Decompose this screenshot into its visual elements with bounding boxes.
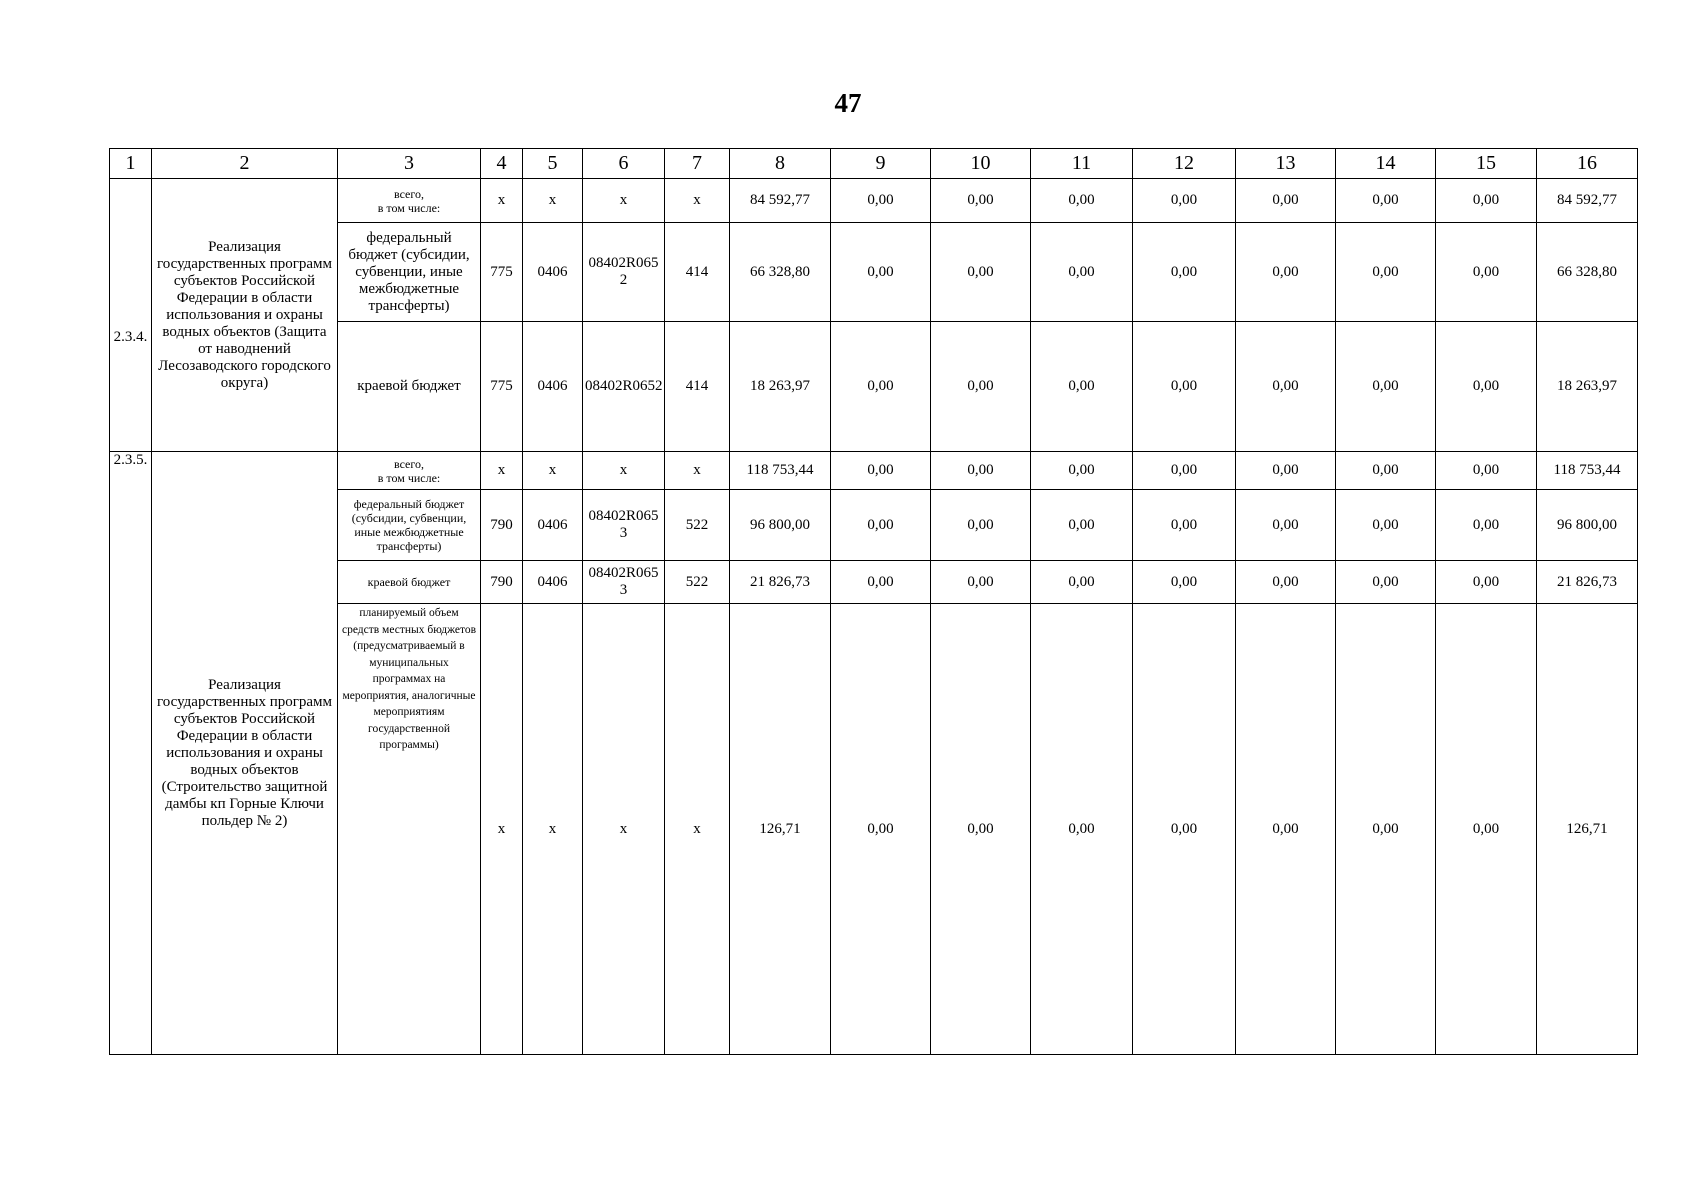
- table-cell: 414: [665, 322, 730, 452]
- table-cell: 0,00: [1436, 322, 1537, 452]
- table-cell: 0,00: [1236, 322, 1336, 452]
- table-cell: 0,00: [1336, 179, 1436, 223]
- header-cell: 10: [931, 149, 1031, 179]
- table-cell: 0,00: [931, 223, 1031, 322]
- table-cell: 21 826,73: [1537, 561, 1638, 604]
- header-cell: 11: [1031, 149, 1133, 179]
- table-row: [110, 561, 1638, 604]
- table-cell: х: [583, 452, 665, 490]
- table-cell: 0,00: [1436, 604, 1537, 1055]
- table-cell: х: [523, 452, 583, 490]
- table-cell: х: [665, 452, 730, 490]
- table-cell: 0,00: [1031, 561, 1133, 604]
- budget-table: [109, 148, 1638, 1055]
- table-cell: 0,00: [1031, 322, 1133, 452]
- table-cell: 790: [481, 490, 523, 561]
- table-cell: 18 263,97: [1537, 322, 1638, 452]
- funding-source: краевой бюджет: [338, 322, 481, 452]
- item-index: 2.3.4.: [110, 179, 152, 452]
- table-cell: х: [523, 604, 583, 1055]
- table-cell: 414: [665, 223, 730, 322]
- table-cell: х: [665, 604, 730, 1055]
- table-cell: 0,00: [1336, 452, 1436, 490]
- table-cell: х: [583, 604, 665, 1055]
- table-cell: 96 800,00: [1537, 490, 1638, 561]
- table-cell: 96 800,00: [730, 490, 831, 561]
- table-cell: 0,00: [1436, 223, 1537, 322]
- table-cell: 775: [481, 322, 523, 452]
- table-cell: 0,00: [1031, 179, 1133, 223]
- table-cell: х: [523, 179, 583, 223]
- table-cell: 0,00: [1236, 179, 1336, 223]
- table-cell: 0,00: [1133, 322, 1236, 452]
- table-cell: 0,00: [931, 490, 1031, 561]
- table-cell: 0,00: [1236, 490, 1336, 561]
- funding-source: всего, в том числе:: [338, 179, 481, 223]
- table-cell: 0,00: [831, 561, 931, 604]
- table-cell: 0,00: [1436, 452, 1537, 490]
- table-cell: 0,00: [831, 223, 931, 322]
- table-cell: 775: [481, 223, 523, 322]
- table-row: [110, 452, 1638, 490]
- table-cell: 08402R065 2: [583, 223, 665, 322]
- item-description: Реализация государственных программ субъектов Российской Федерации в области использования и охраны водных объектов (Защита от наводнений Лесозаводского городского округа): [152, 179, 338, 452]
- table-cell: 118 753,44: [730, 452, 831, 490]
- table-cell: 66 328,80: [730, 223, 831, 322]
- header-cell: 14: [1336, 149, 1436, 179]
- funding-source: планируемый объем средств местных бюджетов (предусматриваемый в муниципальных программах на мероприятия, аналогичные мероприятиям государственной программы): [338, 604, 481, 1055]
- table-cell: 0,00: [1133, 179, 1236, 223]
- header-cell: 13: [1236, 149, 1336, 179]
- table-cell: 0,00: [1336, 561, 1436, 604]
- table-row: [110, 490, 1638, 561]
- table-cell: х: [665, 179, 730, 223]
- table-cell: 0,00: [1133, 561, 1236, 604]
- table-cell: 0,00: [1031, 452, 1133, 490]
- header-cell: 8: [730, 149, 831, 179]
- table-cell: 0,00: [931, 322, 1031, 452]
- table-row: [110, 223, 1638, 322]
- item-description: Реализация государственных программ субъектов Российской Федерации в области использования и охраны водных объектов (Строительство защитной дамбы кп Горные Ключи польдер № 2): [152, 452, 338, 1055]
- table-cell: 522: [665, 490, 730, 561]
- header-cell: 9: [831, 149, 931, 179]
- table-cell: 0,00: [831, 452, 931, 490]
- table-cell: 0406: [523, 223, 583, 322]
- funding-source: всего, в том числе:: [338, 452, 481, 490]
- header-cell: 4: [481, 149, 523, 179]
- table-cell: 0,00: [1236, 561, 1336, 604]
- table-cell: 0406: [523, 561, 583, 604]
- table-cell: 0,00: [1236, 223, 1336, 322]
- funding-source: федеральный бюджет (субсидии, субвенции, иные межбюджетные трансферты): [338, 490, 481, 561]
- header-cell: 5: [523, 149, 583, 179]
- table-cell: 790: [481, 561, 523, 604]
- table-cell: 84 592,77: [1537, 179, 1638, 223]
- table-cell: 84 592,77: [730, 179, 831, 223]
- header-row: [110, 149, 1638, 179]
- table-cell: 0,00: [1133, 604, 1236, 1055]
- table-row: [110, 179, 1638, 223]
- header-cell: 6: [583, 149, 665, 179]
- table-cell: 0,00: [1133, 490, 1236, 561]
- table-cell: 118 753,44: [1537, 452, 1638, 490]
- table-cell: 126,71: [1537, 604, 1638, 1055]
- table-cell: 0,00: [831, 490, 931, 561]
- table-cell: 0,00: [1031, 223, 1133, 322]
- table-cell: х: [481, 604, 523, 1055]
- table-row: [110, 604, 1638, 1055]
- table-cell: 0,00: [931, 561, 1031, 604]
- funding-source: краевой бюджет: [338, 561, 481, 604]
- table-row: [110, 322, 1638, 452]
- funding-source: федеральный бюджет (субсидии, субвенции, иные межбюджетные трансферты): [338, 223, 481, 322]
- table-cell: 0406: [523, 490, 583, 561]
- header-cell: 15: [1436, 149, 1537, 179]
- table-cell: х: [481, 179, 523, 223]
- table-cell: 66 328,80: [1537, 223, 1638, 322]
- table-cell: 0,00: [1336, 490, 1436, 561]
- table-cell: 0,00: [1236, 604, 1336, 1055]
- table-cell: 0,00: [1336, 604, 1436, 1055]
- table-cell: 0,00: [1133, 452, 1236, 490]
- table-cell: 0,00: [931, 452, 1031, 490]
- table-cell: 21 826,73: [730, 561, 831, 604]
- table-cell: 0,00: [1031, 604, 1133, 1055]
- table-cell: 0,00: [931, 179, 1031, 223]
- table-cell: 18 263,97: [730, 322, 831, 452]
- table-cell: 0,00: [1336, 223, 1436, 322]
- table-cell: х: [481, 452, 523, 490]
- table-cell: 126,71: [730, 604, 831, 1055]
- table-cell: 0,00: [831, 604, 931, 1055]
- page-number: 47: [834, 88, 862, 118]
- table-cell: 0,00: [1133, 223, 1236, 322]
- header-cell: 1: [110, 149, 152, 179]
- table-cell: 0,00: [1436, 561, 1537, 604]
- header-cell: 16: [1537, 149, 1638, 179]
- table-cell: 0,00: [1236, 452, 1336, 490]
- table-cell: 08402R065 3: [583, 561, 665, 604]
- table-cell: 0406: [523, 322, 583, 452]
- header-cell: 3: [338, 149, 481, 179]
- table-cell: 522: [665, 561, 730, 604]
- table-cell: 0,00: [1031, 490, 1133, 561]
- header-cell: 7: [665, 149, 730, 179]
- item-index: 2.3.5.: [110, 452, 152, 1055]
- header-cell: 2: [152, 149, 338, 179]
- table-cell: 0,00: [831, 322, 931, 452]
- header-cell: 12: [1133, 149, 1236, 179]
- table-cell: 0,00: [1436, 490, 1537, 561]
- table-cell: 0,00: [931, 604, 1031, 1055]
- table-cell: 08402R0652: [583, 322, 665, 452]
- table-cell: 0,00: [1336, 322, 1436, 452]
- table-cell: 08402R065 3: [583, 490, 665, 561]
- table-cell: 0,00: [831, 179, 931, 223]
- table-cell: 0,00: [1436, 179, 1537, 223]
- table-cell: х: [583, 179, 665, 223]
